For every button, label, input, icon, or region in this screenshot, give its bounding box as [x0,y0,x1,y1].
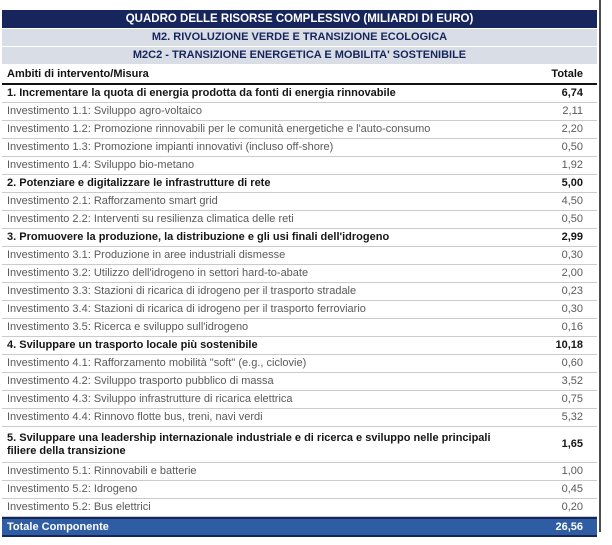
row-label: 5. Sviluppare una leadership internazionale industriale e di ricerca e sviluppo nelle principali filiere della transizione [7,431,491,457]
table-row [2,301,597,319]
column-total-label: Totale [551,68,583,80]
row-label: Investimento 5.2: Idrogeno [7,483,138,496]
row-value: 2,11 [562,105,583,118]
resources-table [2,10,597,537]
row-value: 0,23 [561,285,583,298]
row-label: Investimento 1.4: Sviluppo bio-metano [7,159,195,172]
row-label: Investimento 5.2: Bus elettrici [7,501,151,514]
row-label: Investimento 1.3: Promozione impianti innovativi (incluso off-shore) [7,141,334,154]
row-value: 0,20 [561,501,583,514]
row-value: 5,00 [561,177,583,190]
row-value: 1,65 [561,438,583,451]
mission-band [2,29,597,46]
row-value: 1,92 [561,159,583,172]
row-label: Investimento 3.5: Ricerca e sviluppo sull'idrogeno [7,321,249,334]
row-value: 6,74 [561,87,583,100]
row-label: 4. Sviluppare un trasporto locale più sostenibile [7,339,258,352]
table-row [2,157,597,175]
row-value: 2,20 [561,123,583,136]
table-row [2,247,597,265]
row-value: 10,18 [555,339,583,352]
component-title: M2C2 - TRANSIZIONE ENERGETICA E MOBILITA' SOSTENIBILE [132,49,467,61]
table-row [2,229,597,247]
table-row [2,85,597,103]
table-body [2,85,597,517]
row-label: 1. Incrementare la quota di energia prodotta da fonti di energia rinnovabile [7,87,396,100]
column-header-row [2,65,597,85]
total-label: Totale Componente [7,521,109,533]
row-label: Investimento 4.3: Sviluppo infrastrutture di ricarica elettrica [7,393,293,406]
row-value: 4,50 [561,195,583,208]
total-row [2,517,597,537]
row-label: Investimento 3.1: Produzione in aree industriali dismesse [7,249,286,262]
row-label: Investimento 4.2: Sviluppo trasporto pubblico di massa [7,375,274,388]
row-value: 2,99 [561,231,583,244]
table-row [2,409,597,427]
row-value: 0,60 [561,357,583,370]
row-value: 0,30 [561,249,583,262]
table-row [2,319,597,337]
title-bar [2,10,597,28]
row-label: 2. Potenziare e digitalizzare le infrastrutture di rete [7,177,271,190]
page-border [599,0,601,532]
row-value: 0,16 [561,321,583,334]
row-label: Investimento 3.4: Stazioni di ricarica di idrogeno per il trasporto ferroviario [7,303,366,316]
table-row [2,463,597,481]
table-row [2,391,597,409]
row-label: Investimento 4.4: Rinnovo flotte bus, treni, navi verdi [7,411,263,424]
row-label: Investimento 3.2: Utilizzo dell'idrogeno in settori hard-to-abate [7,267,309,280]
table-row [2,283,597,301]
table-row [2,211,597,229]
column-measure-label: Ambiti di intervento/Misura [7,68,149,80]
row-value: 0,75 [561,393,583,406]
report-title: QUADRO DELLE RISORSE COMPLESSIVO (MILIARDI DI EURO) [125,13,474,25]
table-row [2,337,597,355]
row-value: 0,50 [561,141,583,154]
row-value: 2,00 [561,267,583,280]
row-value: 0,50 [561,213,583,226]
row-label: 3. Promuovere la produzione, la distribuzione e gli usi finali dell'idrogeno [7,231,390,244]
row-label: Investimento 1.1: Sviluppo agro-voltaico [7,105,203,118]
table-row [2,175,597,193]
table-row [2,265,597,283]
row-label: Investimento 2.2: Interventi su resilienza climatica delle reti [7,213,294,226]
row-value: 0,30 [561,303,583,316]
row-label: Investimento 3.3: Stazioni di ricarica di idrogeno per il trasporto stradale [7,285,357,298]
table-row [2,427,597,463]
table-row [2,121,597,139]
row-label: Investimento 2.1: Rafforzamento smart grid [7,195,218,208]
row-value: 3,52 [561,375,583,388]
table-row [2,481,597,499]
table-row [2,139,597,157]
row-value: 0,45 [561,483,583,496]
component-band [2,47,597,64]
row-value: 1,00 [561,465,583,478]
row-value: 5,32 [561,411,583,424]
row-label: Investimento 5.1: Rinnovabili e batterie [7,465,197,478]
table-row [2,193,597,211]
mission-title: M2. RIVOLUZIONE VERDE E TRANSIZIONE ECOLOGICA [151,31,448,43]
table-row [2,355,597,373]
row-label: Investimento 1.2: Promozione rinnovabili per le comunità energetiche e l'auto-consumo [7,123,431,136]
row-label: Investimento 4.1: Rafforzamento mobilità "soft" (e.g., ciclovie) [7,357,307,370]
table-row [2,103,597,121]
table-row [2,499,597,517]
total-value: 26,56 [555,521,583,533]
table-row [2,373,597,391]
